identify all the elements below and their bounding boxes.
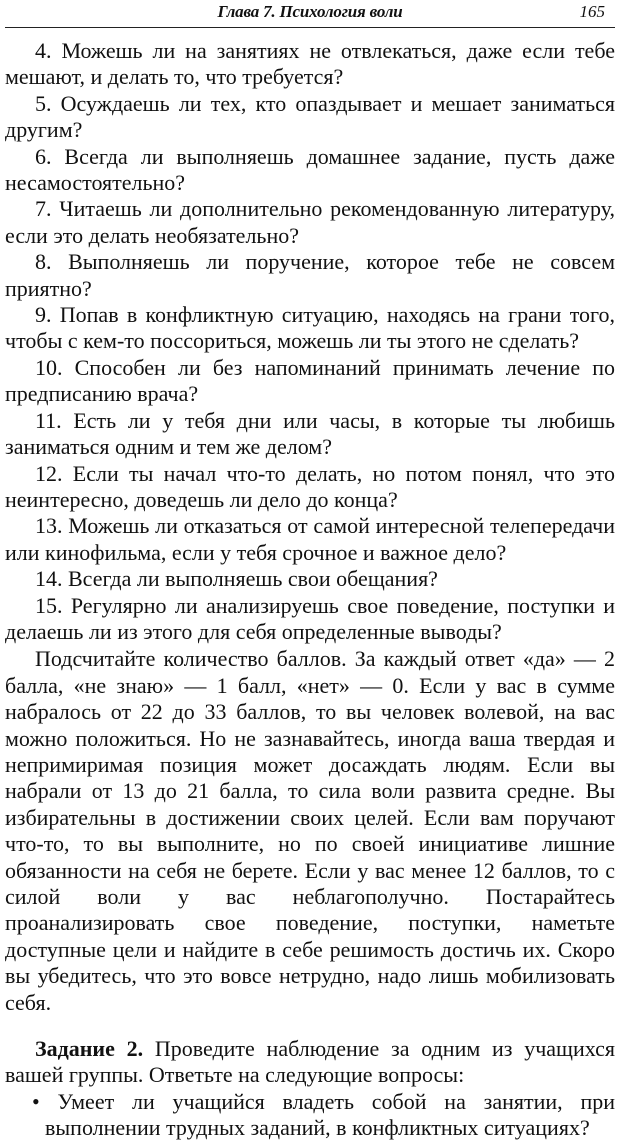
scoring-summary: Подсчитайте количество баллов. За каждый ответ «да» — 2 балла, «не знаю» — 1 балл, «нет» — 0. Если у вас в сумме набралось от 22 до 33 баллов, то вы человек волевой, на вас можно положиться. Но не зазнавайтесь, иногда ваша твердая и непримиримая позиция может досаждать людям. Если вы набрали от 13 до 21 балла, то сила воли развита средне. Вы избирательны в достижении своих целей. Если вам поручают что-то, то вы выполните, но по своей инициативе лишние обязанности на себя не берете. Если у вас менее 12 баллов, то с силой воли у вас неблагополучно. Постарайтесь проанализировать свое поведение, поступки, наметьте доступные цели и найдите в себе решимость достичь их. Скоро вы убедитесь, что это вовсе нетрудно, надо лишь мобилизовать себя.	[5, 646, 615, 1015]
question-10: 10. Способен ли без напоминаний принимать лечение по предписанию врача?	[5, 354, 615, 407]
book-page	[5, 0, 615, 1141]
question-6: 6. Всегда ли выполняешь домашнее задание, пусть даже несамостоятельно?	[5, 143, 615, 196]
bullet-item: • Умеет ли учащийся владеть собой на занятии, при выполнении трудных заданий, в конфликтных ситуациях?	[32, 1088, 615, 1141]
question-8: 8. Выполняешь ли поручение, которое тебе не совсем приятно?	[5, 249, 615, 301]
question-4: 4. Можешь ли на занятиях не отвлекаться, даже если тебе мешают, и делать то, что требуется?	[5, 38, 615, 90]
page-header	[5, 0, 615, 30]
header-rule	[5, 27, 615, 28]
question-14: 14. Всегда ли выполняешь свои обещания?	[35, 566, 438, 592]
question-5: 5. Осуждаешь ли тех, кто опаздывает и мешает заниматься другим?	[5, 90, 615, 143]
question-11: 11. Есть ли у тебя дни или часы, в которые ты любишь заниматься одним и тем же делом?	[5, 407, 615, 460]
question-12: 12. Если ты начал что-то делать, но потом понял, что это неинтересно, доведешь ли дело до конца?	[5, 460, 615, 512]
question-15: 15. Регулярно ли анализируешь свое поведение, поступки и делаешь ли из этого для себя определенные выводы?	[5, 592, 615, 644]
running-head: Глава 7. Психология воли	[217, 2, 403, 21]
page-number: 165	[579, 2, 605, 21]
question-7: 7. Читаешь ли дополнительно рекомендованную литературу, если это делать необязательно?	[5, 196, 615, 248]
task-label: Задание 2.	[35, 1036, 144, 1062]
question-13: 13. Можешь ли отказаться от самой интересной телепередачи или кинофильма, если у тебя срочное и важное дело?	[5, 513, 615, 565]
question-9: 9. Попав в конфликтную ситуацию, находясь на грани того, чтобы с кем-то поссориться, можешь ли ты этого не сделать?	[5, 302, 615, 354]
page-body	[5, 38, 615, 1142]
task-text: Проведите наблюдение за одним из учащихся вашей группы. Ответьте на следующие вопросы:	[5, 1036, 615, 1088]
task-2	[5, 1036, 615, 1089]
